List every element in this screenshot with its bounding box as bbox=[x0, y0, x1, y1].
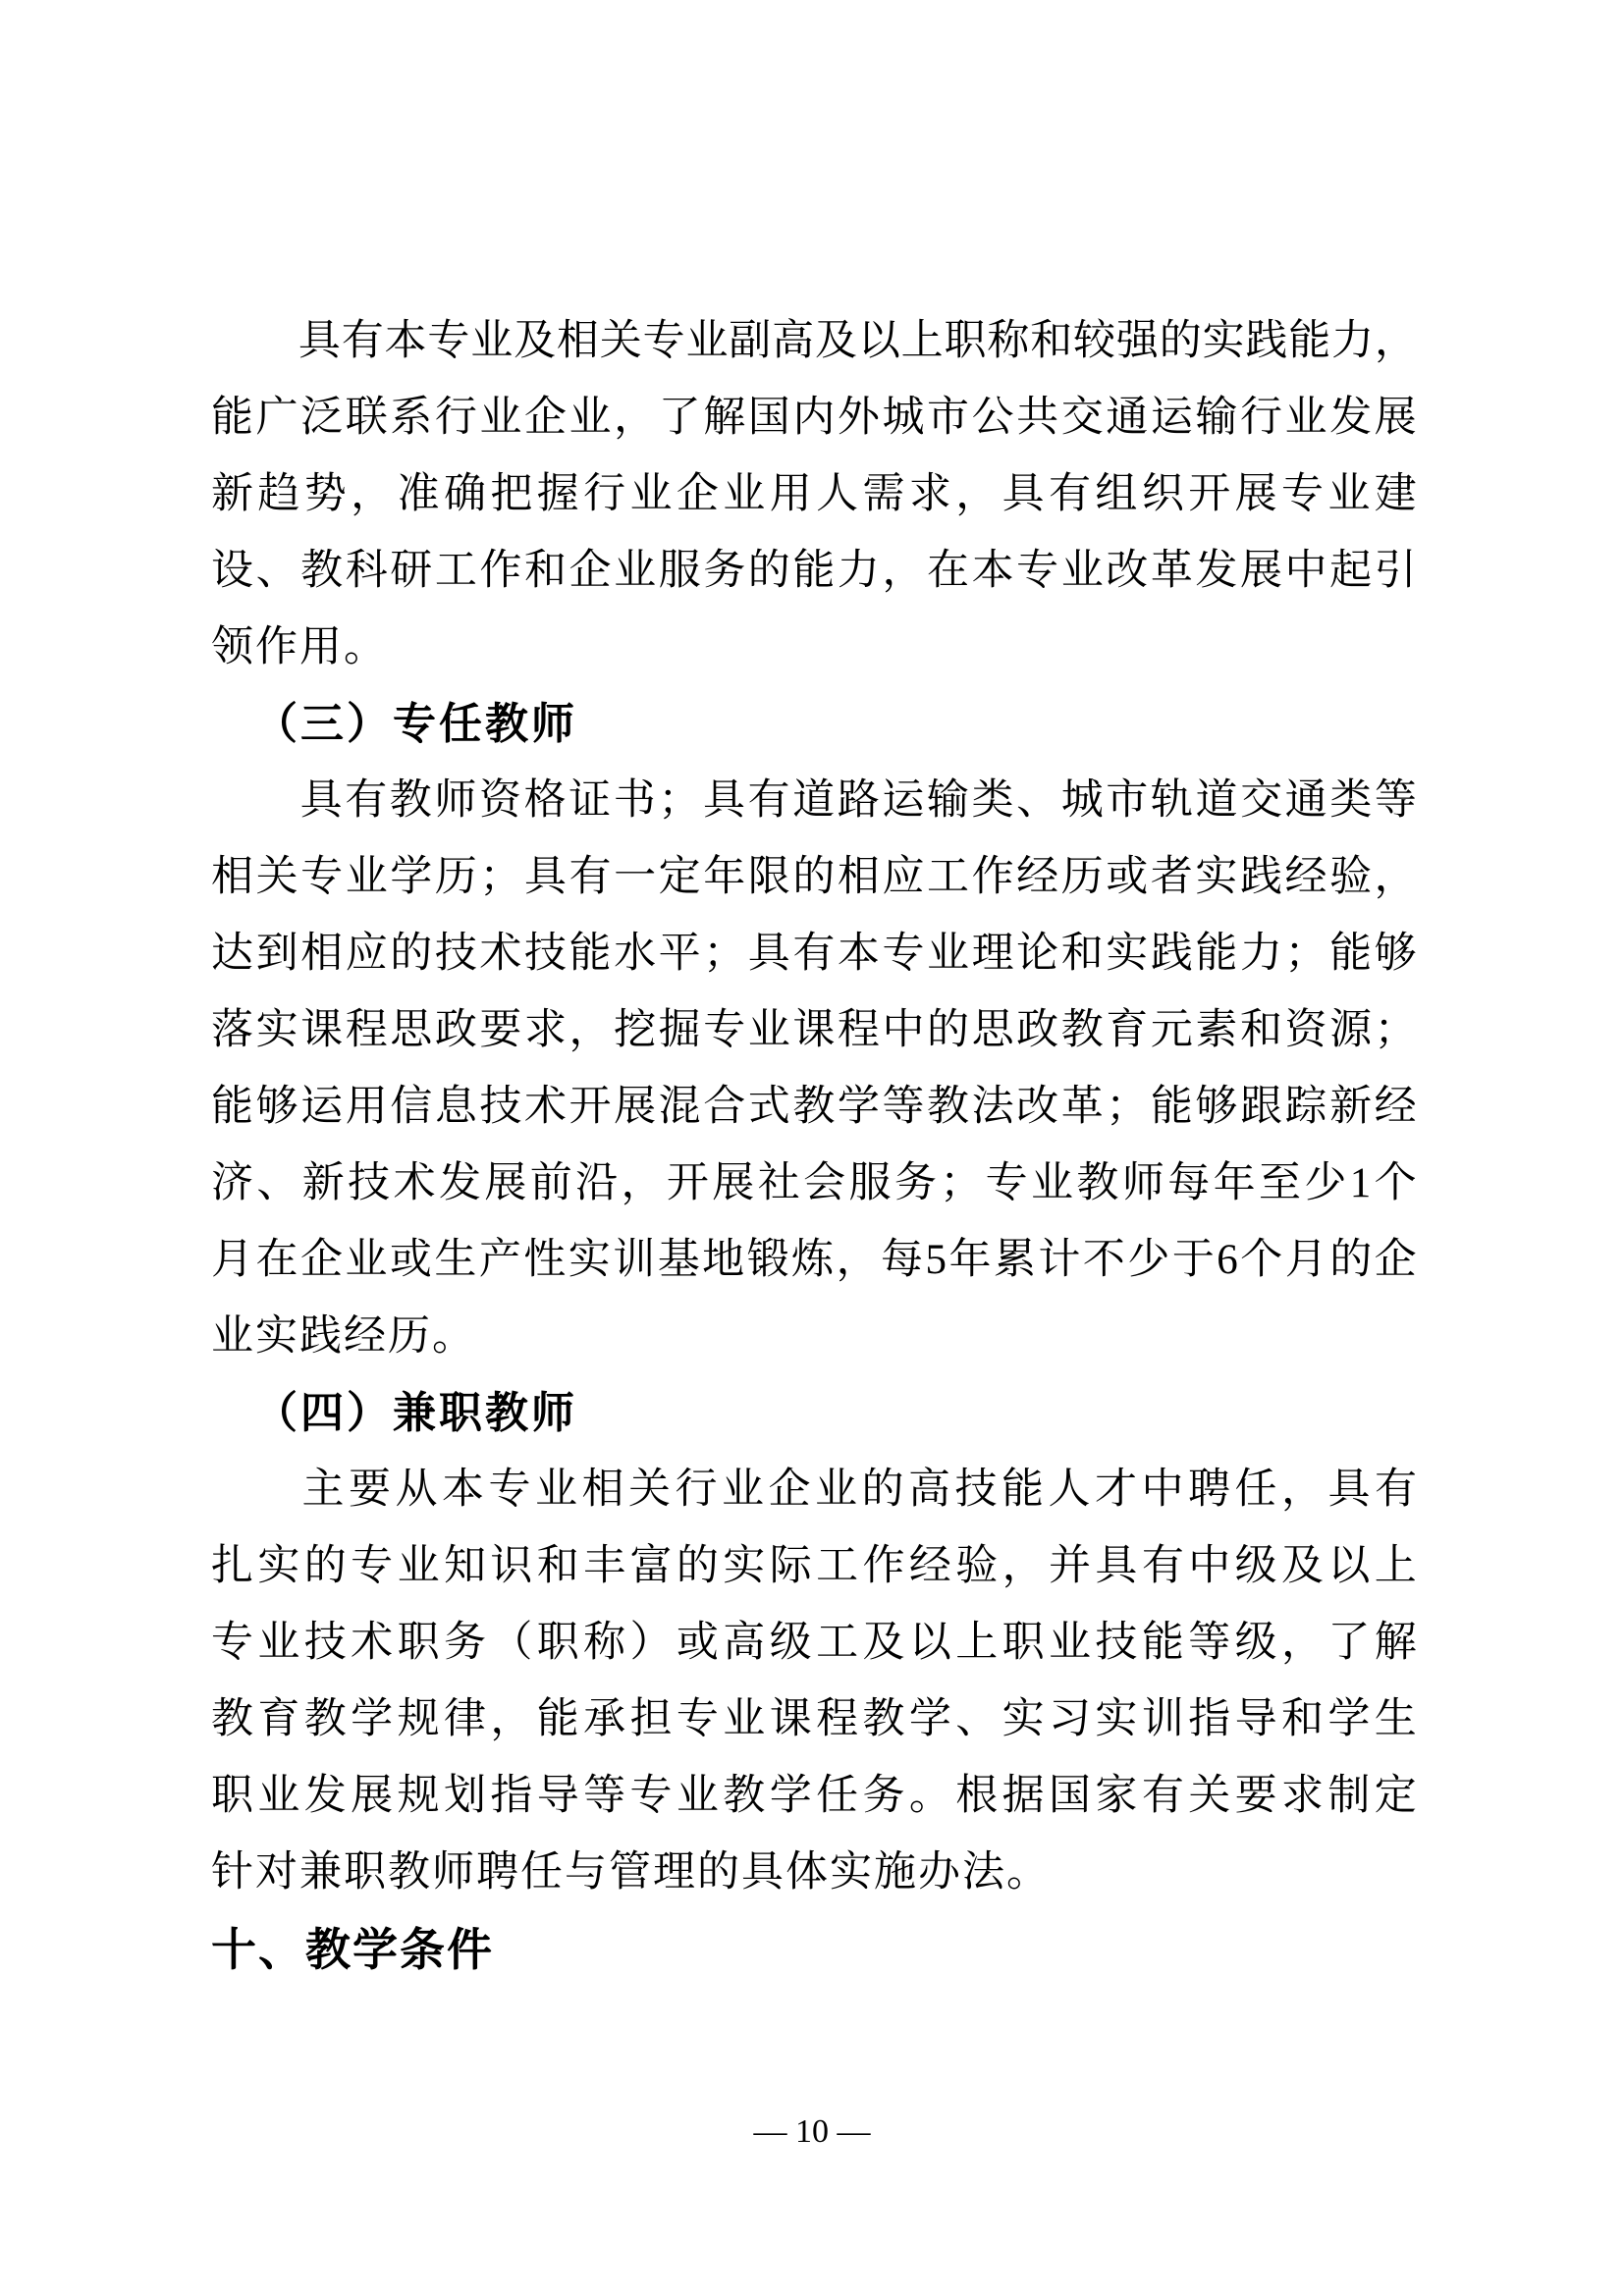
paragraph-line: 主 要 从 本 专 业 相 关 行 业 企 业 的 高 技 能 人 才 中 聘 任 ， 具 有 bbox=[211, 1452, 1417, 1528]
paragraph-line: 具 有 本 专 业 及 相 关 专 业 副 高 及 以 上 职 称 和 较 强 的 实 践 能 力 ， bbox=[211, 303, 1417, 380]
first-line-indent bbox=[211, 1502, 298, 1503]
paragraph-line: 针对兼职教师聘任与管理的具体实施办法。 bbox=[211, 1849, 1051, 1896]
paragraph-line: 能 够 运 用 信 息 技 术 开 展 混 合 式 教 学 等 教 法 改 革 ； 能 够 跟 踪 新 经 bbox=[211, 1084, 1417, 1130]
heading-jianzhi-jiaoshi: （四）兼职教师 bbox=[254, 1389, 577, 1437]
paragraph-line: 领作用。 bbox=[211, 624, 388, 670]
paragraph-line: 扎 实 的 专 业 知 识 和 丰 富 的 实 际 工 作 经 验 ， 并 具 有 中 级 及 以 上 bbox=[211, 1543, 1417, 1589]
document-body bbox=[211, 303, 1417, 1988]
paragraph-line: 达 到 相 应 的 技 术 技 能 水 平 ； 具 有 本 专 业 理 论 和 实 践 能 力 ； 能 够 bbox=[211, 931, 1417, 977]
first-line-indent bbox=[211, 353, 298, 354]
paragraph-line: 落 实 课 程 思 政 要 求 ， 挖 掘 专 业 课 程 中 的 思 政 教 育 元 素 和 资 源 ； bbox=[211, 1007, 1417, 1053]
heading-jiaoxue-tiaojian: 十、教学条件 bbox=[211, 1924, 494, 1975]
paragraph-line: 具 有 教 师 资 格 证 书 ； 具 有 道 路 运 输 类 、 城 市 轨 道 交 通 类 等 bbox=[211, 763, 1417, 839]
heading-zhuanren-jiaoshi: （三）专任教师 bbox=[254, 700, 577, 748]
first-line-indent bbox=[211, 813, 298, 814]
paragraph-line: 济 、 新 技 术 发 展 前 沿 ， 开 展 社 会 服 务 ； 专 业 教 师 每 年 至 少 1 个 bbox=[211, 1160, 1417, 1206]
paragraph-line: 职 业 发 展 规 划 指 导 等 专 业 教 学 任 务 。 根 据 国 家 有 关 要 求 制 定 bbox=[211, 1773, 1417, 1819]
paragraph-line: 设 、 教 科 研 工 作 和 企 业 服 务 的 能 力 ， 在 本 专 业 改 革 发 展 中 起 引 bbox=[211, 548, 1417, 594]
page-number: — 10 — bbox=[753, 2113, 871, 2150]
paragraph-line: 业实践经历。 bbox=[211, 1313, 476, 1360]
paragraph-line: 新 趋 势 ， 准 确 把 握 行 业 企 业 用 人 需 求 ， 具 有 组 织 开 展 专 业 建 bbox=[211, 471, 1417, 517]
paragraph-line: 教 育 教 学 规 律 ， 能 承 担 专 业 课 程 教 学 、 实 习 实 训 指 导 和 学 生 bbox=[211, 1696, 1417, 1742]
paragraph-line: 能 广 泛 联 系 行 业 企 业 ， 了 解 国 内 外 城 市 公 共 交 通 运 输 行 业 发 展 bbox=[211, 395, 1417, 441]
paragraph-line: 月 在 企 业 或 生 产 性 实 训 基 地 锻 炼 ， 每 5 年 累 计 不 少 于 6 个 月 的 企 bbox=[211, 1237, 1417, 1283]
paragraph-line: 专 业 技 术 职 务 （ 职 称 ） 或 高 级 工 及 以 上 职 业 技 能 等 级 ， 了 解 bbox=[211, 1620, 1417, 1666]
paragraph-line: 相 关 专 业 学 历 ； 具 有 一 定 年 限 的 相 应 工 作 经 历 或 者 实 践 经 验 ， bbox=[211, 854, 1417, 900]
